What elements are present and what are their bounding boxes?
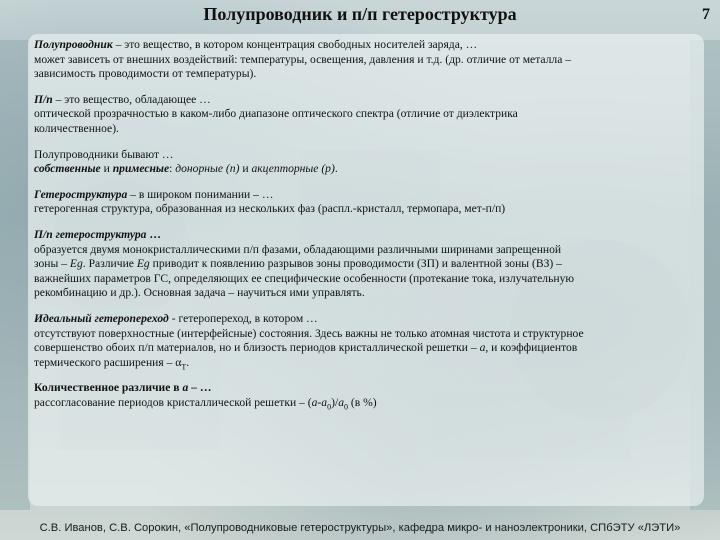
slide-content	[34, 38, 694, 421]
pp-line3: количественное).	[34, 121, 119, 135]
ideal-dash-text: - гетеропереход, в котором …	[168, 311, 318, 325]
semiconductor-dash-text: – это вещество, в котором концентрация свободных носителей заряда, …	[112, 38, 478, 51]
pp-hetero-line3a: зоны –	[34, 257, 70, 271]
pp-hetero-ellipsis: …	[146, 227, 161, 241]
types-end: .	[334, 162, 338, 176]
semiconductor-line3: зависимость проводимости от температуры).	[34, 67, 257, 81]
quant-heading: Количественное различие в	[34, 381, 183, 395]
semiconductor-types	[34, 148, 694, 177]
heterostructure-term: Гетероструктура	[34, 187, 128, 201]
heterostructure-line2: гетерогенная структура, образованная из нескольких фаз (распл.-кристалл, термопара, мет-п/п)	[34, 202, 506, 216]
ideal-line4b: .	[186, 355, 190, 369]
quant-expr-a1: a	[311, 395, 318, 409]
ideal-line4a: термического расширения – α	[34, 355, 182, 369]
heterostructure-definition	[34, 188, 694, 217]
types-colon: :	[169, 162, 176, 176]
ideal-line3b: , и коэффициентов	[485, 341, 578, 355]
pp-hetero-line4: важнейших параметров ГС, определяющих ее специфические особенности (протекание тока, излучательную	[34, 271, 575, 285]
types-donor: донорные	[175, 162, 224, 176]
pp-dash-text: – это вещество, обладающее …	[52, 92, 211, 106]
types-line1: Полупроводники бывают …	[34, 147, 174, 161]
pp-hetero-eg2: Eg	[136, 257, 150, 271]
slide-footer: С.В. Иванов, С.В. Сорокин, «Полупроводниковые гетероструктуры», кафедра микро- и наноэлектроники, СПбЭТУ «ЛЭТИ»	[39, 522, 681, 534]
types-p: (p)	[318, 162, 335, 176]
types-own: собственные	[34, 162, 101, 176]
semiconductor-definition	[34, 38, 694, 82]
heterostructure-dash-text: – в широком понимании – …	[127, 187, 274, 201]
quant-expr-sub0: 0	[327, 402, 332, 412]
quantitative-difference	[34, 381, 694, 410]
pp-hetero-eg: Eg	[69, 257, 83, 271]
pp-hetero-line3b: . Различие	[82, 257, 137, 271]
ideal-a-symbol: a	[479, 341, 486, 355]
types-impurity: примесные	[112, 162, 170, 176]
quant-heading-tail: – …	[188, 381, 212, 395]
pp-heterostructure-definition	[34, 228, 694, 301]
semiconductor-line2: может зависеть от внешних воздействий: температуры, освещения, давления и т.д. (др. отличие от металла –	[34, 52, 572, 66]
slide-number: 7	[702, 6, 710, 23]
semiconductor-term: Полупроводник	[34, 38, 113, 51]
ideal-heterojunction-definition	[34, 312, 694, 370]
ideal-line2: отсутствуют поверхностные (интерфейсные) состояния. Здесь важны не только атомная чистота и структурное	[34, 326, 584, 340]
types-and2: и	[242, 162, 252, 176]
pp-term: П/п	[34, 92, 53, 106]
pp-hetero-line3c: приводит к появлению разрывов зоны проводимости (ЗП) и валентной зоны (ВЗ) –	[149, 257, 562, 271]
quant-expr-dash: -	[317, 395, 322, 409]
quant-expr-slash: )/	[331, 395, 339, 409]
ideal-alpha-subscript: T	[181, 362, 187, 371]
types-acceptor: акцепторные	[251, 162, 319, 176]
pp-hetero-line5: рекомбинацию и др.). Основная задача – научиться ими управлять.	[34, 286, 365, 300]
pp-hetero-term: П/п гетероструктура	[34, 227, 147, 241]
types-and: и	[100, 162, 113, 176]
ideal-line3a: совершенство обоих п/п материалов, но и близость периодов кристаллической решетки –	[34, 341, 480, 355]
slide-title: Полупроводник и п/п гетероструктура	[203, 4, 517, 24]
quant-expr-a2: a	[321, 395, 328, 409]
quant-line2b: (в %)	[347, 395, 377, 409]
quant-expr-a3: a	[338, 395, 344, 409]
quant-line2a: рассогласование периодов кристаллической решетки – (	[34, 395, 312, 409]
quant-expr-sub0b: 0	[343, 402, 348, 412]
pp-definition	[34, 93, 694, 137]
pp-line2: оптической прозрачностью в каком-либо диапазоне оптического спектра (отличие от диэлектрика	[34, 107, 518, 121]
ideal-term: Идеальный гетеропереход	[34, 311, 169, 325]
pp-hetero-line2: образуется двумя монокристаллическими п/п фазами, обладающими различными ширинами запрещенной	[34, 242, 562, 256]
types-n: (n)	[223, 162, 243, 176]
quant-a-symbol: a	[182, 381, 189, 395]
